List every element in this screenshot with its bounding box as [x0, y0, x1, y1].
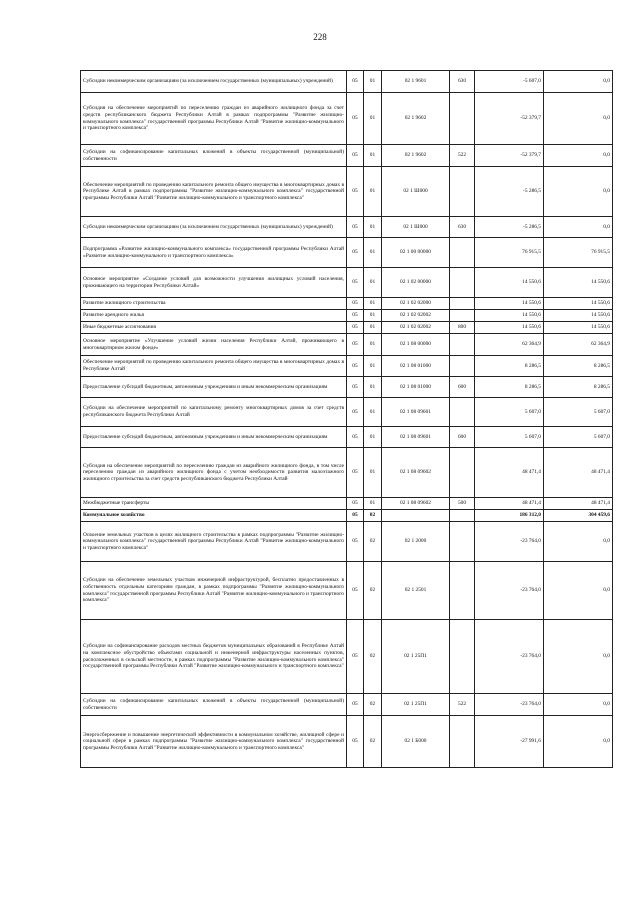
expense-type-cell	[450, 310, 475, 322]
section-code-cell: 05	[347, 356, 364, 377]
target-article-cell: 02 1 02 02002	[382, 322, 450, 334]
expense-type-cell	[450, 356, 475, 377]
target-article-cell: 02 1 02 00000	[382, 268, 450, 298]
section-code-cell: 05	[347, 498, 364, 510]
amount-total-cell: 5 607,0	[544, 398, 613, 427]
row-name-cell: Развитие арендного жилья	[81, 310, 347, 322]
row-name-cell: Субсидия на обеспечение мероприятий по переселению граждан из аварийного жилищного фонда за счет средств республиканского бюджета Республики Алтай в рамках подпрограммы "Развитие жилищно-коммунального комплекса" государственной программы Республики Алтай "Развитие жилищно-коммунального и транспортного комплекса"	[81, 93, 347, 145]
subsection-code-cell: 01	[364, 268, 382, 298]
amount-change-cell: 14 550,6	[475, 298, 544, 310]
row-name-cell: Подпрограмма «Развитие жилищно-коммунального комплекса» государственной программы Республики Алтай «Развитие жилищно-коммунального и транспортного комплекса»	[81, 238, 347, 268]
row-name-cell: Основное мероприятие «Улучшение условий жизни населения Республики Алтай, проживающего в многоквартирном жилом фонде»	[81, 334, 347, 356]
amount-change-cell: 62 364,9	[475, 334, 544, 356]
amount-total-cell: 8 286,5	[544, 356, 613, 377]
expense-type-cell	[450, 93, 475, 145]
section-code-cell: 05	[347, 522, 364, 562]
amount-change-cell: 186 312,0	[475, 510, 544, 522]
expense-type-cell: 500	[450, 498, 475, 510]
expense-type-cell: 630	[450, 217, 475, 238]
section-code-cell: 05	[347, 71, 364, 93]
table-row	[81, 71, 613, 93]
amount-total-cell: 62 364,9	[544, 334, 613, 356]
target-article-cell: 02 1 08 01000	[382, 377, 450, 398]
expense-type-cell	[450, 268, 475, 298]
subsection-code-cell: 01	[364, 71, 382, 93]
row-name-cell: Энергосбережение и повышение энергетической эффективности в коммунальном хозяйстве, жилищной сфере и социальной сфере в рамках подпрограммы "Развитие жилищно-коммунального комплекса" государственной программы Республики Алтай "Развитие жилищно-коммунального и транспортного комплекса"	[81, 716, 347, 768]
amount-change-cell: -5 286,5	[475, 167, 544, 217]
amount-change-cell: -23 764,0	[475, 694, 544, 716]
row-name-cell: Субсидии на софинансирование расходов местных бюджетов муниципальных образований в Республике Алтай на комплексное обустройство объектами социальной и инженерной инфраструктуры населенных пунктов, расположенных в сельской местности, в рамках подпрограммы "Развитие жилищно-коммунального комплекса" государственной программы Республики Алтай "Развитие жилищно-коммунального и транспортного комплекса"	[81, 620, 347, 694]
amount-change-cell: -23 764,0	[475, 620, 544, 694]
target-article-cell: 02 1 00 00000	[382, 238, 450, 268]
expense-type-cell	[450, 238, 475, 268]
amount-total-cell: 0,0	[544, 167, 613, 217]
expense-type-cell: 600	[450, 427, 475, 448]
row-name-cell: Субсидии на обеспечение земельных участков инженерной инфраструктурой, бесплатно предоставленных в собственность отдельным категориям граждан, в рамках подпрограммы "Развитие жилищно-коммунального комплекса" государственной программы Республики Алтай "Развитие жилищно-коммунального и транспортного комплекса"	[81, 562, 347, 620]
row-name-cell: Развитие жилищного строительства	[81, 298, 347, 310]
amount-total-cell: 0,0	[544, 620, 613, 694]
amount-total-cell: 76 915,5	[544, 238, 613, 268]
amount-change-cell: 8 286,5	[475, 356, 544, 377]
target-article-cell: 02 1 Ш000	[382, 217, 450, 238]
row-name-cell: Межбюджетные трансферты	[81, 498, 347, 510]
page-number: 228	[313, 32, 327, 42]
target-article-cell: 02 1 2501	[382, 562, 450, 620]
subsection-code-cell: 01	[364, 217, 382, 238]
row-name-cell: Субсидия на обеспечение мероприятий по переселению граждан из аварийного жилищного фонда, в том числе переселению граждан из аварийного жилищного фонда с учетом необходимости развития малоэтажного жилищного строительства за счет средств республиканского бюджета Республики Алтай	[81, 448, 347, 498]
row-name-cell: Основное мероприятие «Создание условий для возможности улучшения жилищных условий населения, проживающего на территории Республики Алтай»	[81, 268, 347, 298]
table-row	[81, 217, 613, 238]
amount-total-cell: 304 459,6	[544, 510, 613, 522]
target-article-cell: 02 1 25П1	[382, 620, 450, 694]
table-row	[81, 334, 613, 356]
target-article-cell: 02 1 25П1	[382, 694, 450, 716]
section-code-cell: 05	[347, 694, 364, 716]
target-article-cell: 02 1 02 02000	[382, 298, 450, 310]
table-row	[81, 522, 613, 562]
row-name-cell: Субсидии на софинансирование капитальных вложений в объекты государственной (муниципальной) собственности	[81, 145, 347, 167]
amount-total-cell: 0,0	[544, 716, 613, 768]
section-code-cell: 05	[347, 322, 364, 334]
subsection-code-cell: 01	[364, 298, 382, 310]
amount-total-cell: 0,0	[544, 71, 613, 93]
target-article-cell: 02 1 02 02002	[382, 310, 450, 322]
amount-change-cell: 76 915,5	[475, 238, 544, 268]
amount-change-cell: 14 550,6	[475, 268, 544, 298]
expense-type-cell	[450, 448, 475, 498]
table-row	[81, 268, 613, 298]
budget-table	[80, 70, 613, 768]
amount-total-cell: 8 286,5	[544, 377, 613, 398]
section-code-cell: 05	[347, 310, 364, 322]
target-article-cell: 02 1 08 09601	[382, 398, 450, 427]
table-row	[81, 356, 613, 377]
amount-total-cell: 0,0	[544, 694, 613, 716]
expense-type-cell	[450, 334, 475, 356]
expense-type-cell: 522	[450, 694, 475, 716]
subsection-code-cell: 01	[364, 93, 382, 145]
table-row	[81, 694, 613, 716]
subsection-code-cell: 02	[364, 716, 382, 768]
section-code-cell: 05	[347, 268, 364, 298]
subsection-code-cell: 01	[364, 398, 382, 427]
section-code-cell: 05	[347, 145, 364, 167]
subsection-code-cell: 01	[364, 356, 382, 377]
amount-change-cell: -23 764,0	[475, 562, 544, 620]
section-code-cell: 05	[347, 298, 364, 310]
amount-total-cell: 48 471,4	[544, 448, 613, 498]
section-code-cell: 05	[347, 93, 364, 145]
section-code-cell: 05	[347, 620, 364, 694]
target-article-cell: 02 1 08 00000	[382, 334, 450, 356]
target-article-cell: 02 1 08 09602	[382, 498, 450, 510]
target-article-cell: 02 1 08 01000	[382, 356, 450, 377]
target-article-cell	[382, 510, 450, 522]
amount-total-cell: 0,0	[544, 145, 613, 167]
table-row	[81, 398, 613, 427]
section-code-cell: 05	[347, 427, 364, 448]
subsection-code-cell: 01	[364, 322, 382, 334]
expense-type-cell	[450, 522, 475, 562]
expense-type-cell: 630	[450, 71, 475, 93]
table-row	[81, 562, 613, 620]
amount-change-cell: 5 607,0	[475, 427, 544, 448]
row-name-cell: Субсидии на софинансирование капитальных вложений в объекты государственной (муниципальной) собственности	[81, 694, 347, 716]
target-article-cell: 02 1 9602	[382, 145, 450, 167]
amount-total-cell: 5 607,0	[544, 427, 613, 448]
subsection-code-cell: 01	[364, 377, 382, 398]
expense-type-cell	[450, 562, 475, 620]
table-row	[81, 93, 613, 145]
row-name-cell: Иные бюджетные ассигнования	[81, 322, 347, 334]
row-name-cell: Субсидии некоммерческим организациям (за исключением государственных (муниципальных) учреждений)	[81, 217, 347, 238]
row-name-cell: Предоставление субсидий бюджетным, автономным учреждениям и иным некоммерческим организациям	[81, 377, 347, 398]
amount-change-cell: -52 379,7	[475, 93, 544, 145]
table-row	[81, 310, 613, 322]
target-article-cell: 02 1 9602	[382, 93, 450, 145]
section-code-cell: 05	[347, 377, 364, 398]
target-article-cell: 02 1 Б000	[382, 716, 450, 768]
subsection-code-cell: 01	[364, 167, 382, 217]
row-name-cell: Субсидии на обеспечение мероприятий по капитальному ремонту многоквартирных домов за счет средств республиканского бюджета Республики Алтай	[81, 398, 347, 427]
table-row	[81, 167, 613, 217]
subsection-code-cell: 01	[364, 145, 382, 167]
table-row	[81, 620, 613, 694]
table-row	[81, 427, 613, 448]
amount-total-cell: 48 471,4	[544, 498, 613, 510]
section-code-cell: 05	[347, 334, 364, 356]
expense-type-cell: 800	[450, 322, 475, 334]
subsection-code-cell: 01	[364, 334, 382, 356]
row-name-cell: Обеспечение мероприятий по проведению капитального ремонта общего имущества в многоквартирных домах в Республике Алтай	[81, 356, 347, 377]
table-row	[81, 238, 613, 268]
amount-change-cell: -5 607,0	[475, 71, 544, 93]
budget-table-body	[81, 71, 613, 768]
section-code-cell: 05	[347, 562, 364, 620]
table-row	[81, 145, 613, 167]
target-article-cell: 02 1 08 09601	[382, 427, 450, 448]
section-code-cell: 05	[347, 398, 364, 427]
amount-change-cell: -5 286,5	[475, 217, 544, 238]
amount-change-cell: 8 286,5	[475, 377, 544, 398]
subsection-code-cell: 01	[364, 238, 382, 268]
section-code-cell: 05	[347, 510, 364, 522]
amount-change-cell: 48 471,4	[475, 498, 544, 510]
amount-change-cell: 48 471,4	[475, 448, 544, 498]
subsection-code-cell: 01	[364, 427, 382, 448]
amount-total-cell: 14 550,6	[544, 298, 613, 310]
expense-type-cell	[450, 298, 475, 310]
section-code-cell: 05	[347, 238, 364, 268]
section-code-cell: 05	[347, 716, 364, 768]
subsection-code-cell: 02	[364, 620, 382, 694]
subsection-code-cell: 02	[364, 510, 382, 522]
row-name-cell: Субсидии некоммерческим организациям (за исключением государственных (муниципальных) учреждений)	[81, 71, 347, 93]
expense-type-cell	[450, 716, 475, 768]
table-row	[81, 298, 613, 310]
target-article-cell: 02 1 9601	[382, 71, 450, 93]
subsection-code-cell: 02	[364, 522, 382, 562]
amount-change-cell: 14 550,6	[475, 310, 544, 322]
amount-change-cell: -23 764,0	[475, 522, 544, 562]
amount-total-cell: 0,0	[544, 217, 613, 238]
table-row	[81, 498, 613, 510]
section-code-cell: 05	[347, 167, 364, 217]
amount-change-cell: -27 991,6	[475, 716, 544, 768]
amount-total-cell: 14 550,6	[544, 322, 613, 334]
amount-total-cell: 0,0	[544, 93, 613, 145]
table-row	[81, 448, 613, 498]
amount-change-cell: -52 379,7	[475, 145, 544, 167]
expense-type-cell	[450, 398, 475, 427]
subsection-code-cell: 02	[364, 694, 382, 716]
expense-type-cell	[450, 167, 475, 217]
expense-type-cell: 522	[450, 145, 475, 167]
expense-type-cell	[450, 510, 475, 522]
amount-total-cell: 0,0	[544, 522, 613, 562]
target-article-cell: 02 1 Ш000	[382, 167, 450, 217]
section-code-cell: 05	[347, 448, 364, 498]
subsection-code-cell: 01	[364, 448, 382, 498]
section-code-cell: 05	[347, 217, 364, 238]
amount-total-cell: 14 550,6	[544, 310, 613, 322]
subsection-code-cell: 01	[364, 310, 382, 322]
expense-type-cell	[450, 620, 475, 694]
amount-change-cell: 5 607,0	[475, 398, 544, 427]
table-row	[81, 510, 613, 522]
row-name-cell: Освоение земельных участков в целях жилищного строительства в рамках подпрограммы "Развитие жилищно-коммунального комплекса" государственной программы Республики Алтай "Развитие жилищно-коммунального и транспортного комплекса"	[81, 522, 347, 562]
amount-change-cell: 14 550,6	[475, 322, 544, 334]
amount-total-cell: 14 550,6	[544, 268, 613, 298]
table-row	[81, 322, 613, 334]
table-row	[81, 716, 613, 768]
target-article-cell: 02 1 08 09602	[382, 448, 450, 498]
table-row	[81, 377, 613, 398]
target-article-cell: 02 1 2000	[382, 522, 450, 562]
row-name-cell: Обеспечение мероприятий по проведению капитального ремонта общего имущества в многоквартирных домах в Республике Алтай в рамках подпрограммы "Развитие жилищно-коммунального комплекса" государственной программы Республики Алтай "Развитие жилищно-коммунального и транспортного комплекса"	[81, 167, 347, 217]
subsection-code-cell: 02	[364, 562, 382, 620]
expense-type-cell: 600	[450, 377, 475, 398]
row-name-cell: Предоставление субсидий бюджетным, автономным учреждениям и иным некоммерческим организациям	[81, 427, 347, 448]
row-name-cell: Коммунальное хозяйство	[81, 510, 347, 522]
subsection-code-cell: 01	[364, 498, 382, 510]
amount-total-cell: 0,0	[544, 562, 613, 620]
